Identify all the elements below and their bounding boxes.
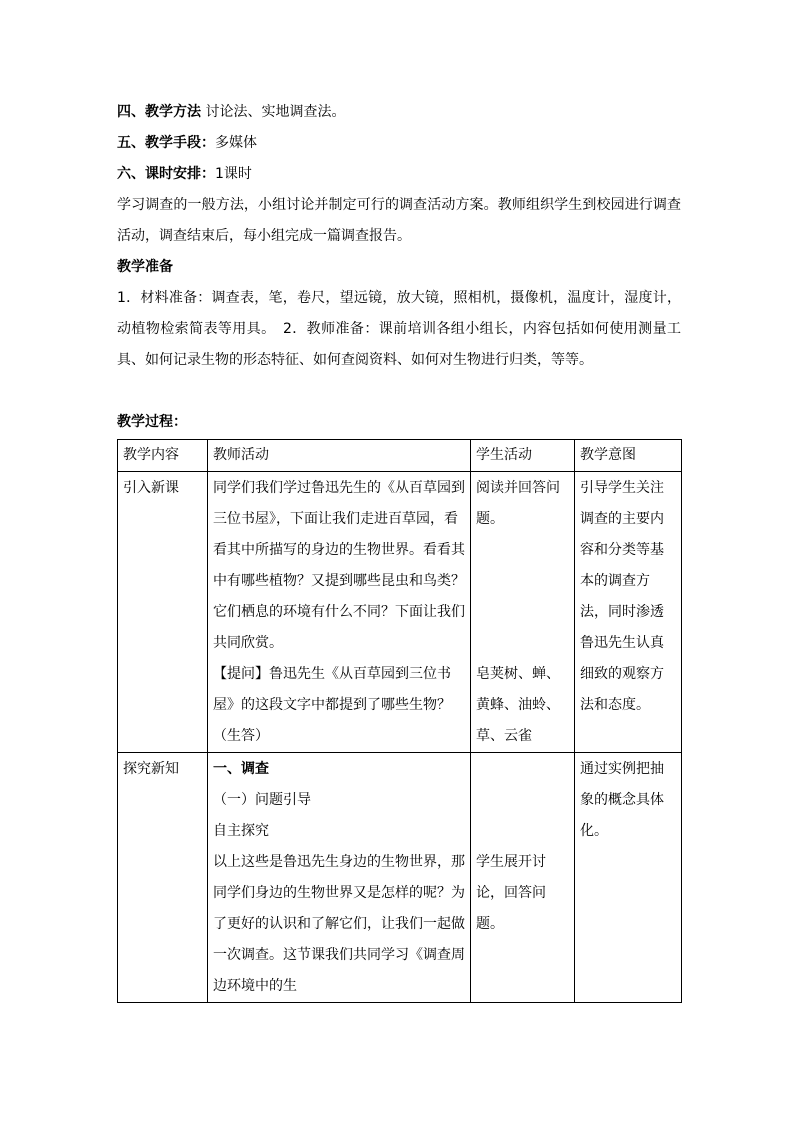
row2-teacher-paragraph: 以上这些是鲁迅先生身边的生物世界，那同学们身边的生物世界又是怎样的呢？为了更好的认识和了解它们，让我们一起做一次调查。这节课我们共同学习《调查周边环境中的生 <box>213 854 465 994</box>
teaching-method-value: 讨论法、实地调查法。 <box>205 104 346 120</box>
teaching-process-table <box>117 439 682 1003</box>
row2-student-activity <box>471 753 575 1003</box>
row2-teacher-heading: 一、调查 <box>213 761 269 777</box>
table-row <box>118 753 682 1003</box>
teaching-means-label: 五、教学手段： <box>117 135 215 151</box>
row1-teacher-activity <box>208 472 471 753</box>
row1-teacher-p1: 同学们我们学过鲁迅先生的《从百草园到三位书屋》，下面让我们走进百草园，看看其中所描写的身边的生物世界。看看其中有哪些植物？又提到哪些昆虫和鸟类？它们栖息的环境有什么不同？下面让我们共同欣赏。 <box>213 480 465 651</box>
row1-student-activity <box>471 472 575 753</box>
teaching-process-heading: 教学过程： <box>117 414 187 430</box>
teaching-prep-heading: 教学准备 <box>117 259 173 275</box>
row2-teacher-activity <box>208 753 471 1003</box>
table-header-row <box>118 440 682 472</box>
row2-student-text: 学生展开讨论，回答问题。 <box>476 854 546 932</box>
row1-student-p2: 皂荚树、蝉、黄蜂、油蛉、草、云雀 <box>476 666 560 744</box>
row1-teaching-intent: 引导学生关注调查的主要内容和分类等基本的调查方法，同时渗透鲁迅先生认真 细致的观察方法和态度。 <box>575 472 682 753</box>
row2-content: 探究新知 <box>118 753 208 1003</box>
intro-paragraph: 学习调查的一般方法，小组讨论并制定可行的调查活动方案。教师组织学生到校园进行调查活动，调查结束后，每小组完成一篇调查报告。 <box>117 197 681 244</box>
header-teaching-intent: 教学意图 <box>575 440 682 472</box>
teaching-means-line <box>117 134 257 152</box>
table-row <box>118 472 682 753</box>
row2-teaching-intent: 通过实例把抽象的概念具体化。 <box>575 753 682 1003</box>
teaching-method-line <box>117 103 345 121</box>
row1-student-p1: 阅读并回答问题。 <box>476 480 560 527</box>
teaching-means-value: 多媒体 <box>215 135 257 151</box>
class-schedule-line <box>117 165 252 183</box>
header-student-activity: 学生活动 <box>471 440 575 472</box>
class-schedule-label: 六、课时安排： <box>117 166 215 182</box>
teaching-prep-paragraph: 1．材料准备：调查表，笔，卷尺，望远镜，放大镜，照相机，摄像机，温度计，湿度计，动植物检索简表等用具。 2．教师准备：课前培训各组小组长，内容包括如何使用测量工具、如何记录生物的形态特征、如何查阅资料、如何对生物进行归类，等等。 <box>117 290 681 368</box>
teaching-method-label: 四、教学方法 <box>117 104 201 120</box>
row2-teacher-sub2: 自主探究 <box>213 823 269 839</box>
row1-content: 引入新课 <box>118 472 208 753</box>
header-content: 教学内容 <box>118 440 208 472</box>
header-teacher-activity: 教师活动 <box>208 440 471 472</box>
row2-teacher-sub: （一）问题引导 <box>213 792 311 808</box>
class-schedule-value: 1课时 <box>215 166 252 182</box>
row1-teacher-p2: 【提问】鲁迅先生《从百草园到三位书屋》的这段文字中都提到了哪些生物？（生答） <box>213 666 451 744</box>
